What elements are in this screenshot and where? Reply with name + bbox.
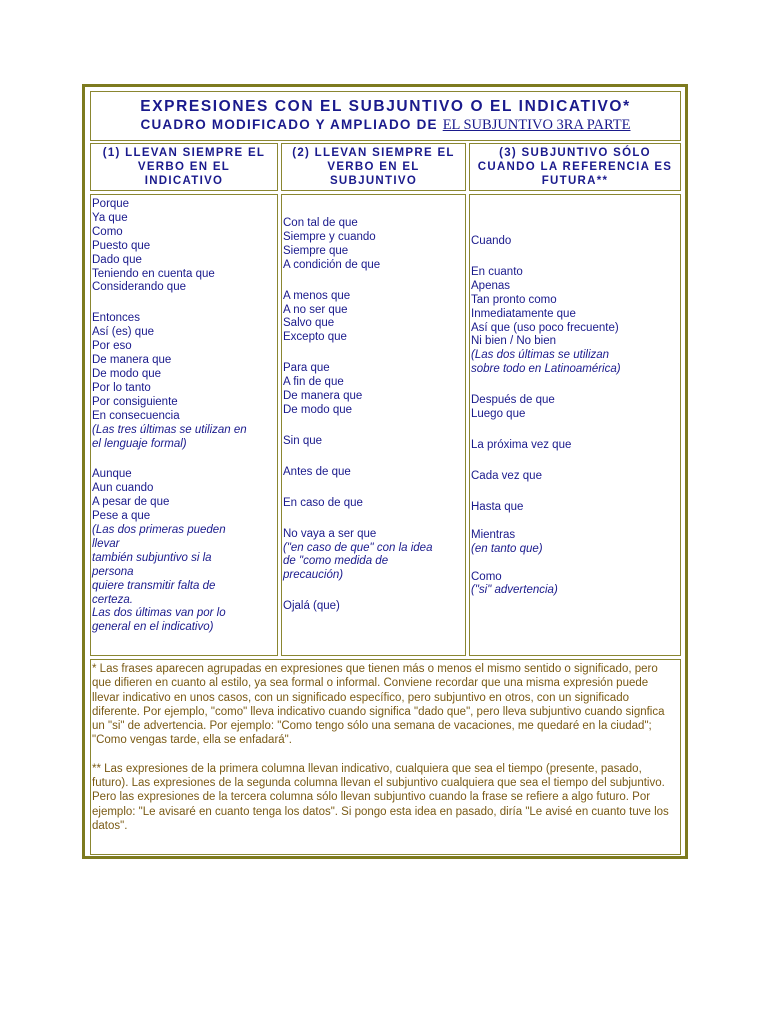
expression-group <box>471 439 680 453</box>
header-line: (3) SUBJUNTIVO SÓLO <box>499 147 651 159</box>
table-frame <box>82 84 688 859</box>
header-line: CUANDO LA REFERENCIA ES <box>477 161 673 173</box>
expression-group <box>283 466 465 480</box>
usage-note: Las dos últimas van por lo <box>92 607 226 620</box>
expression-item: Por consiguiente <box>92 395 178 408</box>
usage-note: precaución) <box>283 569 344 582</box>
header-line: SUBJUNTIVO <box>329 175 418 187</box>
footnote-1: * Las frases aparecen agrupadas en expresiones que tienen más o menos el mismo sentido o significado, pero que difieren en cuanto al estilo, ya sea formal o informal. Conviene recordar que una misma expresión puede llevar indicativo en unos casos, con un significado específico, pero subjuntivo en otros, con un significado diferente. Por ejemplo, "como" lleva indicativo cuando significa "dado que", pero lleva subjuntivo cuando signfica un "si" de advertencia. Por ejemplo: "Como tengo sólo una semana de vacaciones, me quedaré en la ciudad"; "Como vengas tarde, ella se enfadará". <box>92 663 665 747</box>
expression-group <box>283 435 465 449</box>
expression-group <box>283 528 465 584</box>
expression-item: Por lo tanto <box>92 381 151 394</box>
usage-note: (Las dos últimas se utilizan <box>471 349 610 362</box>
expression-item: Teniendo en cuenta que <box>92 267 215 280</box>
title-cell <box>90 91 681 141</box>
expression-item: A fin de que <box>283 376 344 389</box>
expression-item: Apenas <box>471 279 511 292</box>
usage-note: persona <box>92 565 134 578</box>
expression-item: En caso de que <box>283 496 363 509</box>
expression-item: Ya que <box>92 211 128 224</box>
header-line: FUTURA** <box>541 175 609 187</box>
expression-item: De modo que <box>283 403 353 416</box>
expression-item: A no ser que <box>283 303 348 316</box>
expression-item: Sin que <box>283 434 323 447</box>
expression-item: Aun cuando <box>92 482 154 495</box>
expression-item: No vaya a ser que <box>283 527 377 540</box>
usage-note: quiere transmitir falta de <box>92 579 216 592</box>
footnotes-cell <box>90 659 681 855</box>
page-title: EXPRESIONES CON EL SUBJUNTIVO O EL INDICATIVO* <box>140 98 631 115</box>
expression-group <box>283 497 465 511</box>
expression-item: Siempre y cuando <box>283 230 376 243</box>
expression-item: Dado que <box>92 253 142 266</box>
expression-item: Excepto que <box>283 331 347 344</box>
expression-item: Hasta que <box>471 500 524 513</box>
expression-item: Pese a que <box>92 510 151 523</box>
usage-note: general en el indicativo) <box>92 621 214 634</box>
usage-note: ("si" advertencia) <box>471 584 558 597</box>
expression-item: Inmediatamente que <box>471 307 576 320</box>
usage-note: llevar <box>92 537 120 550</box>
expression-group <box>471 266 680 377</box>
expression-item: Tan pronto como <box>471 293 557 306</box>
usage-note: (Las tres últimas se utilizan en <box>92 423 247 436</box>
expression-item: Por eso <box>92 340 132 353</box>
expression-item: Con tal de que <box>283 217 358 229</box>
expression-group <box>471 470 680 484</box>
expression-item: Siempre que <box>283 244 349 257</box>
expression-item: Aunque <box>92 468 132 481</box>
expression-group <box>92 468 277 635</box>
expression-item: Cuando <box>471 235 512 247</box>
usage-note: (en tanto que) <box>471 542 543 555</box>
expression-item: La próxima vez que <box>471 438 572 451</box>
expression-item: Ni bien / No bien <box>471 335 557 348</box>
subtitle-prefix: CUADRO MODIFICADO Y AMPLIADO DE <box>140 117 438 132</box>
expression-item: Como <box>471 570 502 583</box>
expression-group <box>471 394 680 422</box>
column-body-futura <box>469 194 681 656</box>
column-header-subjuntivo <box>281 143 466 191</box>
usage-note: el lenguaje formal) <box>92 437 187 450</box>
expression-item: De manera que <box>92 354 172 367</box>
expression-item: A pesar de que <box>92 496 170 509</box>
expression-group <box>283 290 465 346</box>
expression-item: Ojalá (que) <box>283 600 340 613</box>
expression-item: Cada vez que <box>471 469 542 482</box>
expression-item: Antes de que <box>283 465 351 478</box>
expression-item: Entonces <box>92 312 140 325</box>
usage-note: de "como medida de <box>283 555 389 568</box>
expression-item: De modo que <box>92 367 162 380</box>
header-line: (1) LLEVAN SIEMPRE EL <box>102 147 266 159</box>
usage-note: también subjuntivo si la <box>92 551 212 564</box>
expression-group <box>471 235 680 249</box>
expression-item: En consecuencia <box>92 409 180 422</box>
usage-note: ("en caso de que" con la idea <box>283 541 433 554</box>
expression-item: De manera que <box>283 390 363 403</box>
column-header-indicativo <box>90 143 278 191</box>
expression-item: Como <box>92 225 123 238</box>
expression-group <box>471 571 680 599</box>
expression-group <box>471 529 680 557</box>
expression-item: Luego que <box>471 408 526 421</box>
header-line: VERBO EN EL <box>327 161 420 173</box>
expression-group <box>283 600 465 614</box>
expression-item: Así que (uso poco frecuente) <box>471 321 619 334</box>
expression-group <box>283 217 465 273</box>
usage-note: (Las dos primeras pueden <box>92 524 226 537</box>
column-body-indicativo <box>90 194 278 656</box>
header-line: (2) LLEVAN SIEMPRE EL <box>292 147 455 159</box>
header-line: VERBO EN EL <box>137 161 231 173</box>
expression-group <box>92 198 277 295</box>
expression-group <box>283 362 465 418</box>
expression-item: Así (es) que <box>92 326 154 339</box>
usage-note: certeza. <box>92 593 133 606</box>
expression-item: En cuanto <box>471 265 523 278</box>
column-body-subjuntivo <box>281 194 466 656</box>
column-header-futura <box>469 143 681 191</box>
usage-note: sobre todo en Latinoamérica) <box>471 363 621 376</box>
expression-item: Para que <box>283 362 330 375</box>
expression-item: Puesto que <box>92 239 151 252</box>
expression-item: Salvo que <box>283 317 335 330</box>
page-subtitle <box>91 116 680 134</box>
expression-item: A menos que <box>283 289 351 302</box>
expression-item: Después de que <box>471 394 555 407</box>
subtitle-link[interactable]: EL SUBJUNTIVO 3RA PARTE <box>442 117 631 133</box>
footnote-2: ** Las expresiones de la primera columna llevan indicativo, cualquiera que sea el tiempo (presente, pasado, futuro). Las expresiones de la segunda columna llevan el subjuntivo cualquiera que sea el tiempo del subjuntivo. Pero las expresiones de la tercera columna sólo llevan subjuntivo cuando la frase se refiere a algo futuro. Por ejemplo: "Le avisaré en cuanto tenga los datos". Si pongo esta idea en pasado, diría "Le avisé en cuanto tuve los datos". <box>92 762 669 832</box>
expression-group <box>92 312 277 451</box>
expression-group <box>471 501 680 515</box>
expression-item: Mientras <box>471 528 516 541</box>
expression-item: A condición de que <box>283 258 381 271</box>
expression-item: Considerando que <box>92 281 186 294</box>
header-line: INDICATIVO <box>144 175 224 187</box>
expression-item: Porque <box>92 198 130 210</box>
